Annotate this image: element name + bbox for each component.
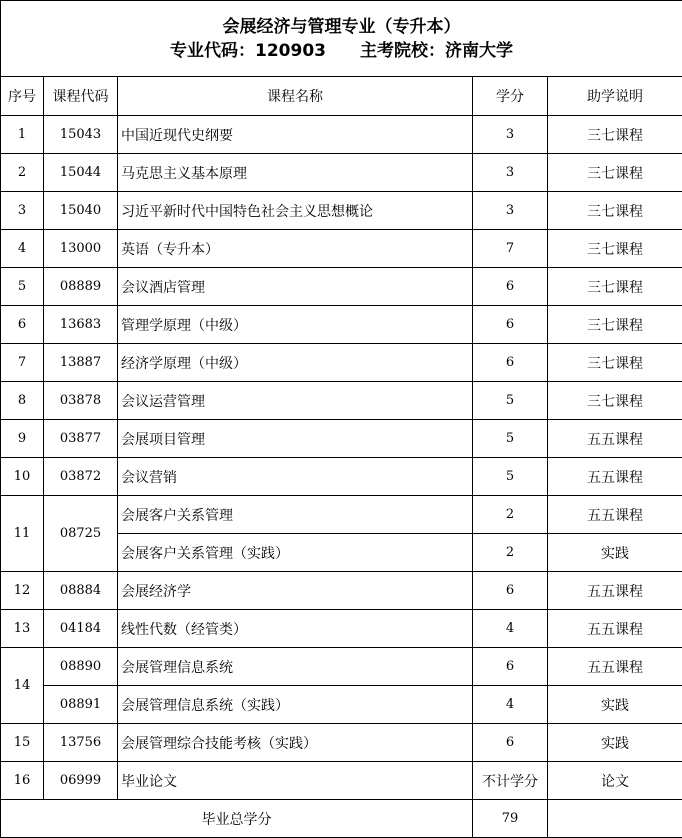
table-row	[1, 192, 682, 230]
course-code: 04184	[44, 610, 118, 648]
course-code: 08889	[44, 268, 118, 306]
course-no: 9	[1, 420, 44, 458]
course-note: 三七课程	[548, 344, 682, 382]
course-name: 管理学原理（中级）	[118, 306, 473, 344]
table-row	[1, 496, 682, 534]
course-code: 08890	[44, 648, 118, 686]
course-credit: 4	[473, 610, 548, 648]
total-credit: 79	[473, 800, 548, 838]
course-name: 中国近现代史纲要	[118, 116, 473, 154]
course-name: 会展管理信息系统（实践）	[118, 686, 473, 724]
course-name: 会展管理信息系统	[118, 648, 473, 686]
table-row	[1, 382, 682, 420]
course-code: 08891	[44, 686, 118, 724]
course-no: 15	[1, 724, 44, 762]
table-row	[1, 686, 682, 724]
course-name: 会议运营管理	[118, 382, 473, 420]
table-row	[1, 762, 682, 800]
course-code: 15043	[44, 116, 118, 154]
course-credit: 5	[473, 420, 548, 458]
course-no: 2	[1, 154, 44, 192]
course-credit: 2	[473, 534, 548, 572]
course-name: 会展项目管理	[118, 420, 473, 458]
course-code: 13000	[44, 230, 118, 268]
course-credit: 6	[473, 648, 548, 686]
table-row	[1, 458, 682, 496]
course-no: 12	[1, 572, 44, 610]
header-code: 课程代码	[44, 77, 118, 116]
title-major: 会展经济与管理专业（专升本）	[1, 15, 682, 39]
table-row	[1, 420, 682, 458]
course-no: 16	[1, 762, 44, 800]
course-credit: 3	[473, 154, 548, 192]
course-credit: 6	[473, 344, 548, 382]
header-row	[1, 77, 682, 116]
course-code: 13887	[44, 344, 118, 382]
course-name: 习近平新时代中国特色社会主义思想概论	[118, 192, 473, 230]
course-no: 7	[1, 344, 44, 382]
course-name: 会展经济学	[118, 572, 473, 610]
course-no: 14	[1, 648, 44, 724]
course-no: 8	[1, 382, 44, 420]
course-name: 线性代数（经管类）	[118, 610, 473, 648]
course-note: 三七课程	[548, 192, 682, 230]
course-credit: 3	[473, 116, 548, 154]
course-note: 三七课程	[548, 306, 682, 344]
header-credit: 学分	[473, 77, 548, 116]
course-note: 三七课程	[548, 268, 682, 306]
course-note: 三七课程	[548, 382, 682, 420]
table-row	[1, 116, 682, 154]
table-row	[1, 648, 682, 686]
course-name: 会展客户关系管理	[118, 496, 473, 534]
course-note: 五五课程	[548, 610, 682, 648]
table-row	[1, 306, 682, 344]
course-code: 03872	[44, 458, 118, 496]
course-note: 三七课程	[548, 116, 682, 154]
table-title	[1, 1, 682, 77]
course-note: 实践	[548, 534, 682, 572]
course-no: 1	[1, 116, 44, 154]
table-row	[1, 268, 682, 306]
table-row	[1, 344, 682, 382]
course-credit: 6	[473, 572, 548, 610]
course-code: 06999	[44, 762, 118, 800]
course-credit: 3	[473, 192, 548, 230]
course-no: 3	[1, 192, 44, 230]
course-note: 三七课程	[548, 154, 682, 192]
total-label: 毕业总学分	[1, 800, 473, 838]
course-credit: 6	[473, 268, 548, 306]
course-code: 03877	[44, 420, 118, 458]
course-code: 13683	[44, 306, 118, 344]
course-code: 15040	[44, 192, 118, 230]
course-code: 13756	[44, 724, 118, 762]
course-no: 10	[1, 458, 44, 496]
course-note: 三七课程	[548, 230, 682, 268]
course-name: 会展客户关系管理（实践）	[118, 534, 473, 572]
course-note: 五五课程	[548, 420, 682, 458]
course-no: 5	[1, 268, 44, 306]
course-name: 会展管理综合技能考核（实践）	[118, 724, 473, 762]
total-row	[1, 800, 682, 838]
table-row	[1, 610, 682, 648]
total-note-empty	[548, 800, 682, 838]
table-row	[1, 154, 682, 192]
course-name: 英语（专升本）	[118, 230, 473, 268]
header-note: 助学说明	[548, 77, 682, 116]
course-credit: 2	[473, 496, 548, 534]
course-no: 6	[1, 306, 44, 344]
title-row	[1, 1, 682, 77]
course-credit: 不计学分	[473, 762, 548, 800]
course-code: 08884	[44, 572, 118, 610]
course-note: 五五课程	[548, 458, 682, 496]
course-note: 五五课程	[548, 496, 682, 534]
course-no: 4	[1, 230, 44, 268]
course-note: 论文	[548, 762, 682, 800]
course-credit: 4	[473, 686, 548, 724]
course-credit: 5	[473, 458, 548, 496]
course-note: 实践	[548, 724, 682, 762]
course-name: 马克思主义基本原理	[118, 154, 473, 192]
course-no: 11	[1, 496, 44, 572]
course-note: 五五课程	[548, 648, 682, 686]
table-row	[1, 572, 682, 610]
course-name: 会议酒店管理	[118, 268, 473, 306]
table-row	[1, 724, 682, 762]
course-no: 13	[1, 610, 44, 648]
course-credit: 5	[473, 382, 548, 420]
course-code: 08725	[44, 496, 118, 572]
header-no: 序号	[1, 77, 44, 116]
table-row	[1, 230, 682, 268]
course-note: 五五课程	[548, 572, 682, 610]
title-code-school: 专业代码：120903 主考院校：济南大学	[1, 39, 682, 63]
course-credit: 6	[473, 724, 548, 762]
header-name: 课程名称	[118, 77, 473, 116]
course-credit: 7	[473, 230, 548, 268]
course-code: 03878	[44, 382, 118, 420]
course-credit: 6	[473, 306, 548, 344]
course-code: 15044	[44, 154, 118, 192]
course-note: 实践	[548, 686, 682, 724]
course-name: 毕业论文	[118, 762, 473, 800]
course-name: 经济学原理（中级）	[118, 344, 473, 382]
course-name: 会议营销	[118, 458, 473, 496]
